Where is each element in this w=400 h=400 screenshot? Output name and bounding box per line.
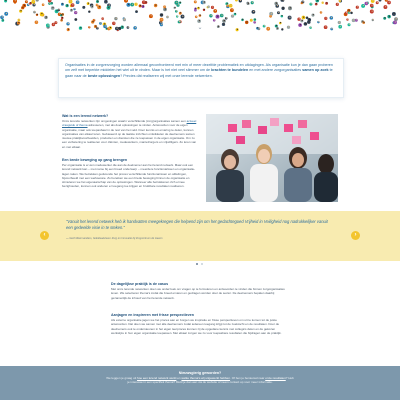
footer-text: We leggen je graag uit hoe een lerend netwerk werkt en welke thema's wij uitgewerkt hebben. Of ben je benieuwd naar onze resultaten? Heb je interesse in een specifiek thema? Meld je dan aan via de website of neem contact op voor meer informatie. <box>106 376 294 385</box>
intro-text: Organisaties in de zorgverzorging worden allemaal geconfronteerd met min of meer dezelfde problematiek en uitdagingen. Als organisatie kun je dan gaan proberen om zelf met beperkte middelen het wiel uit te vinden. Maar is het niet veel slimmer om de krachten te bundelen en met andere zorgorganisaties samen op zoek te gaan naar de beste oplossingen? Precies dát realiseren wij met onze lerende netwerken. <box>65 63 333 78</box>
section-heading: Aanjagen en inspireren met frisse perspectieven <box>111 313 194 317</box>
carousel-next-button[interactable]: › <box>351 231 360 240</box>
footer-title: Nieuwsgierig geworden? <box>178 371 222 375</box>
team-photo <box>206 114 338 202</box>
section-dagelijkse-praktijk <box>111 282 289 300</box>
carousel-dot[interactable] <box>201 263 203 265</box>
section-lerend-netwerk <box>62 114 197 149</box>
intro-highlight: beste oplossingen <box>87 73 121 78</box>
section-body: Per organisatie is er één medewerker die aan de deelnemer aan het lerend netwerk. Maar ook een lerend netwerk kan – met name bij een breed onderwerp – meerdere functionarissen en organisatie-lagen raken. We betrekken gedurende het proces verschillende functionarissen en afdelingen, bijvoorbeeld met een werksessie. Zo bereiken we een brede beweging binnen de organisatie en stimuleren we het eigenaarschap van de oplossingen. Wanneer alle betrokkenen zich ermee bezighouden, kunnen ook anderen er toegang toe krijgen en bruikbare resultaten realiseren. <box>62 163 196 189</box>
carousel-dot[interactable] <box>196 263 198 265</box>
section-aanjagen <box>111 313 289 335</box>
section-heading: Wat is een lerend netwerk? <box>62 114 109 118</box>
footer-link[interactable]: hoe een lerend netwerk werkt <box>137 376 177 380</box>
section-body: Met onze lerende netwerken doen we onderzoek om vragen op te formuleren en antwoorden te vinden die binnen zorgorganisaties leven. We selecteren thema's zodat die breed ervaren en gedragen worden door de sector. De deelnemers bepalen daarbij gezamenlijk de inhoud van het lerende netwerk. <box>111 287 285 300</box>
chevron-down-icon[interactable]: ⌄ <box>197 25 203 31</box>
footer-link[interactable]: onze resultaten <box>265 376 286 380</box>
carousel-dots <box>194 263 208 266</box>
footer-cta <box>0 366 400 400</box>
section-heading: Een brede beweging op gang brengen <box>62 158 128 162</box>
inline-link[interactable]: actueel vraagstuk of thema <box>62 119 197 128</box>
intro-card <box>58 58 344 98</box>
testimonial-author: — Gerli Meermanders, beleidsadviseur Zorg en Innovatie bij Zorgcentrum de Haven <box>66 237 163 240</box>
testimonial-quote: “Vanuit het lerend netwerk heb ik handvatten meegekregen die helpend zijn om het gedachtegoed Vrijheid in Veiligheid nog nadrukkelijker vanuit een gedeelde visie in te steken.” <box>66 219 328 230</box>
hero-banner <box>0 0 400 32</box>
section-heading: De dagelijkse praktijk is de casus <box>111 282 169 286</box>
intro-highlight: samen op zoek <box>302 68 329 73</box>
section-body: Als externe organisatie jagen we het proces aan en borgen we inspiratie en frisse perspectieven om uit te komen tot de juiste antwoorden. Dat doen we samen met alle deelnemers zodat iedereen toegang krijgt tot de zoektocht en de resultaten. Door de deelnemers ook te ondersteunen in het eigen leerproces kunnen zij de opgedane kennis met collega's delen en de gekozen werkwijze in hun eigen organisatie toepassen. Met elkaar zorgen we zo voor toepasbare resultaten die bijdragen aan de praktijk. <box>111 318 282 335</box>
section-brede-beweging <box>62 158 197 189</box>
intro-highlight: krachten te bundelen <box>211 68 249 73</box>
carousel-prev-button[interactable]: ‹ <box>40 231 49 240</box>
footer-link[interactable]: welke thema's wij uitgewerkt hebben <box>181 376 231 380</box>
section-body: Onze lerende netwerken zijn omgevingen waarin verschillende (zorg)organisaties samen een actueel vraagstuk of thema adresseren, met als doel oplossingen te vinden. Antwoorden voor de eigen organisatie, maar ook toepasbaar in de rest van het veld. Door kennis en ervaring te delen, kunnen organisaties van elkaar leren. Gebaseerd op de laatste inzichten ontwikkelen de deelnemers samen nieuwe praktijkvoorbeelden, producten en diensten die ze toepassen in de eigen organisatie. Om zo een verbetering te realiseren voor cliënten, medewerkers, mantelzorgers en vrijwilligers. Zo leren van en met elkaar. <box>62 119 197 149</box>
